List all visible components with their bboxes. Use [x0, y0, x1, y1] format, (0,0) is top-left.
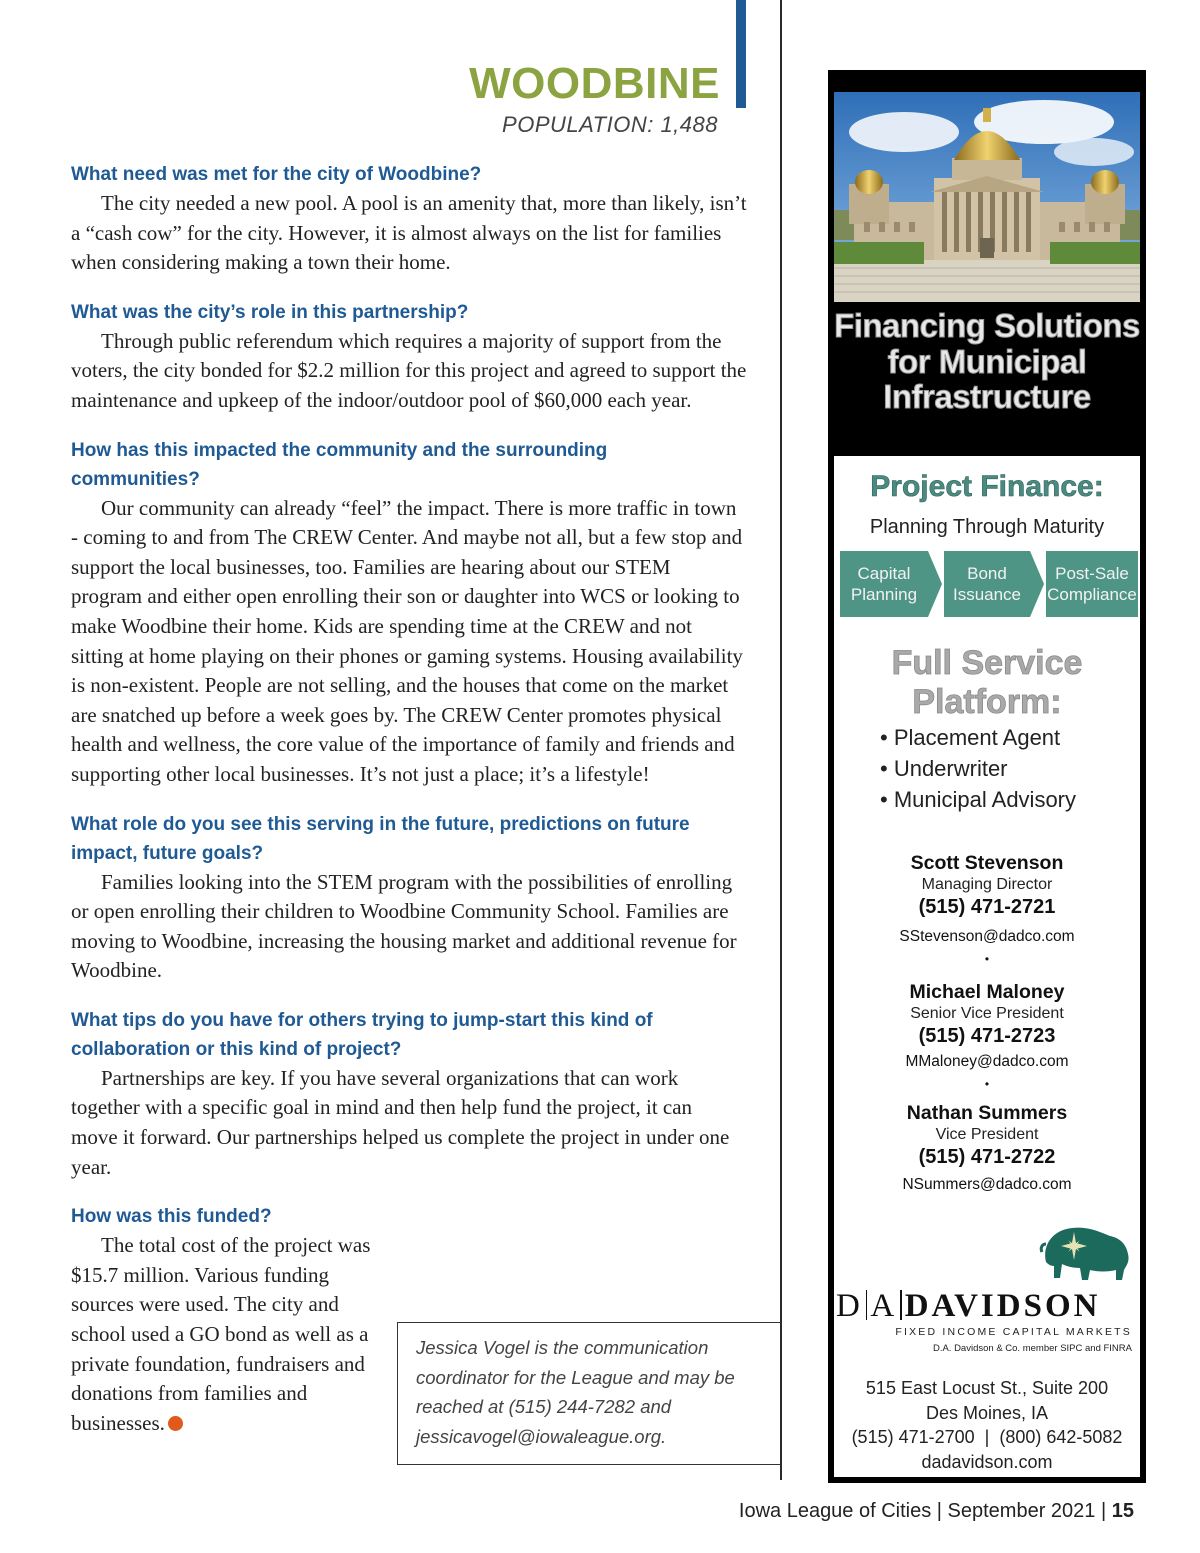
logo-divider: [900, 1290, 902, 1320]
ad-headline-area: [832, 302, 1142, 452]
step-bond-issuance: Bond Issuance: [944, 551, 1030, 617]
contact-phone: (515) 471-2721: [918, 896, 1056, 918]
step-capital-planning: Capital Planning: [840, 551, 928, 617]
logo-part: DAVIDSON: [904, 1288, 1101, 1324]
answer-paragraph: [71, 1231, 371, 1438]
project-finance-subtitle: Planning Through Maturity: [869, 516, 1105, 538]
chevron-right-icon: [1030, 551, 1044, 617]
question-heading: What role do you see this serving in the future, predictions on future impact, future goals?: [71, 813, 690, 864]
logo-part: D: [836, 1288, 863, 1324]
bison-logo-icon: [1038, 1222, 1134, 1284]
end-mark-icon: [168, 1416, 183, 1431]
question-heading: What need was met for the city of Woodbine?: [71, 164, 482, 185]
contact-email[interactable]: NSummers@dadco.com: [902, 1176, 1072, 1193]
contact-separator: •: [984, 1077, 990, 1091]
question-heading: How has this impacted the community and the surrounding communities?: [71, 439, 608, 490]
project-finance-title: Project Finance:: [870, 470, 1104, 503]
ad-white-panel: [834, 456, 1140, 1477]
answer-paragraph: Through public referendum which requires a majority of support from the voters, the city bonded for $2.2 million for this project and agreed to support the maintenance and upkeep of the indoor/outdoor pool of $60,000 each year.: [71, 328, 747, 412]
column-divider: [780, 0, 782, 1480]
answer-paragraph: The city needed a new pool. A pool is an amenity that, more than likely, isn’t a “cash cow” for the city. However, it is almost always on the list for families when considering making a town their home.: [71, 191, 747, 275]
contact-email[interactable]: SStevenson@dadco.com: [899, 928, 1075, 945]
contact-email[interactable]: MMaloney@dadco.com: [905, 1053, 1069, 1070]
author-note: Jessica Vogel is the communication coordinator for the League and may be reached at (515) 244-7282 and jessicavogel@iowaleague.org.: [416, 1337, 735, 1447]
contact-phone: (515) 471-2723: [918, 1025, 1056, 1047]
page-number: 15: [1111, 1500, 1134, 1522]
contact-separator: •: [984, 952, 990, 966]
answer-paragraph: Partnerships are key. If you have several organizations that can work together with a specific goal in mind and then help fund the project, it can move it forward. Our partnerships helped us complete the project in under one year.: [71, 1065, 730, 1179]
capitol-image: [834, 92, 1140, 302]
step-post-sale-compliance: Post-Sale Compliance: [1046, 551, 1138, 617]
logo-subtitle: FIXED INCOME CAPITAL MARKETS: [895, 1326, 1132, 1338]
footer-publication: Iowa League of Cities | September 2021 |: [738, 1500, 1107, 1522]
logo-divider: [866, 1290, 868, 1320]
contact-title: Senior Vice President: [910, 1005, 1064, 1022]
ad-headline: Financing Solutions for Municipal Infrastructure: [834, 307, 1140, 415]
author-note-box: [397, 1322, 781, 1465]
address-city: Des Moines, IA: [925, 1402, 1049, 1423]
ad-address: [834, 1376, 1140, 1474]
population-subtitle: POPULATION: 1,488: [502, 112, 718, 137]
question-heading: What tips do you have for others trying to jump-start this kind of collaboration or this kind of project?: [71, 1009, 653, 1060]
logo-part: A: [870, 1288, 898, 1324]
contact-name: Nathan Summers: [906, 1102, 1068, 1124]
finance-steps: [840, 551, 1138, 617]
page-title: WOODBINE: [469, 59, 720, 108]
contact-card: [834, 852, 1140, 969]
contact-name: Scott Stevenson: [910, 852, 1064, 874]
davidson-wordmark: [836, 1288, 1140, 1325]
question-heading: What was the city’s role in this partnership?: [71, 301, 469, 323]
contact-title: Managing Director: [921, 876, 1053, 893]
service-item: • Municipal Advisory: [880, 787, 1077, 812]
address-phones: (515) 471-2700 | (800) 642-5082: [851, 1427, 1123, 1447]
davidson-advertisement: [828, 70, 1146, 1483]
contact-card: [834, 981, 1140, 1094]
answer-paragraph: Our community can already “feel” the impact. There is more traffic in town - coming to and from The CREW Center. And maybe not all, but a few stop and support the local businesses, too. Families are hearing about our STEM program and either open enrolling their son or daughter into WCS or looking to make Woodbine their home. Kids are spending time at the CREW and not sitting at home playing on their phones or gaming systems. Housing availability is non-existent. People are not selling, and the houses that come on the market are snatched up before a week goes by. The CREW Center promotes physical health and wellness, the core value of the importance of family and friends and supporting other local businesses. It’s not just a place; it’s a lifestyle!: [71, 495, 743, 786]
capitol-building-photo: [834, 92, 1140, 302]
answer-paragraph: Families looking into the STEM program with the possibilities of enrolling or open enrolling their children to Woodbine Community School. Families are moving to Woodbine, increasing the housing market and additional revenue for Woodbine.: [71, 869, 737, 983]
service-item: • Placement Agent: [880, 725, 1061, 750]
contact-name: Michael Maloney: [909, 981, 1065, 1003]
member-line: D.A. Davidson & Co. member SIPC and FINRA: [932, 1343, 1132, 1354]
platform-title: Full Service Platform:: [891, 644, 1083, 721]
website-link[interactable]: dadavidson.com: [921, 1451, 1053, 1472]
question-heading: How was this funded?: [71, 1206, 272, 1228]
address-line: 515 East Locust St., Suite 200: [865, 1378, 1109, 1398]
services-list: [880, 722, 1076, 815]
article-body: [71, 160, 751, 1438]
accent-bar: [736, 0, 746, 108]
chevron-right-icon: [928, 551, 942, 617]
contact-title: Vice President: [935, 1126, 1039, 1143]
contact-phone: (515) 471-2722: [918, 1146, 1056, 1168]
page-footer: [739, 1500, 1134, 1523]
answer-text: The total cost of the project was $15.7 million. Various funding sources were used. The city and school used a GO bond as well as a private foundation, fundraisers and donations from families and businesses.: [71, 1233, 371, 1435]
service-item: • Underwriter: [880, 756, 1008, 781]
contact-card: [834, 1102, 1140, 1197]
